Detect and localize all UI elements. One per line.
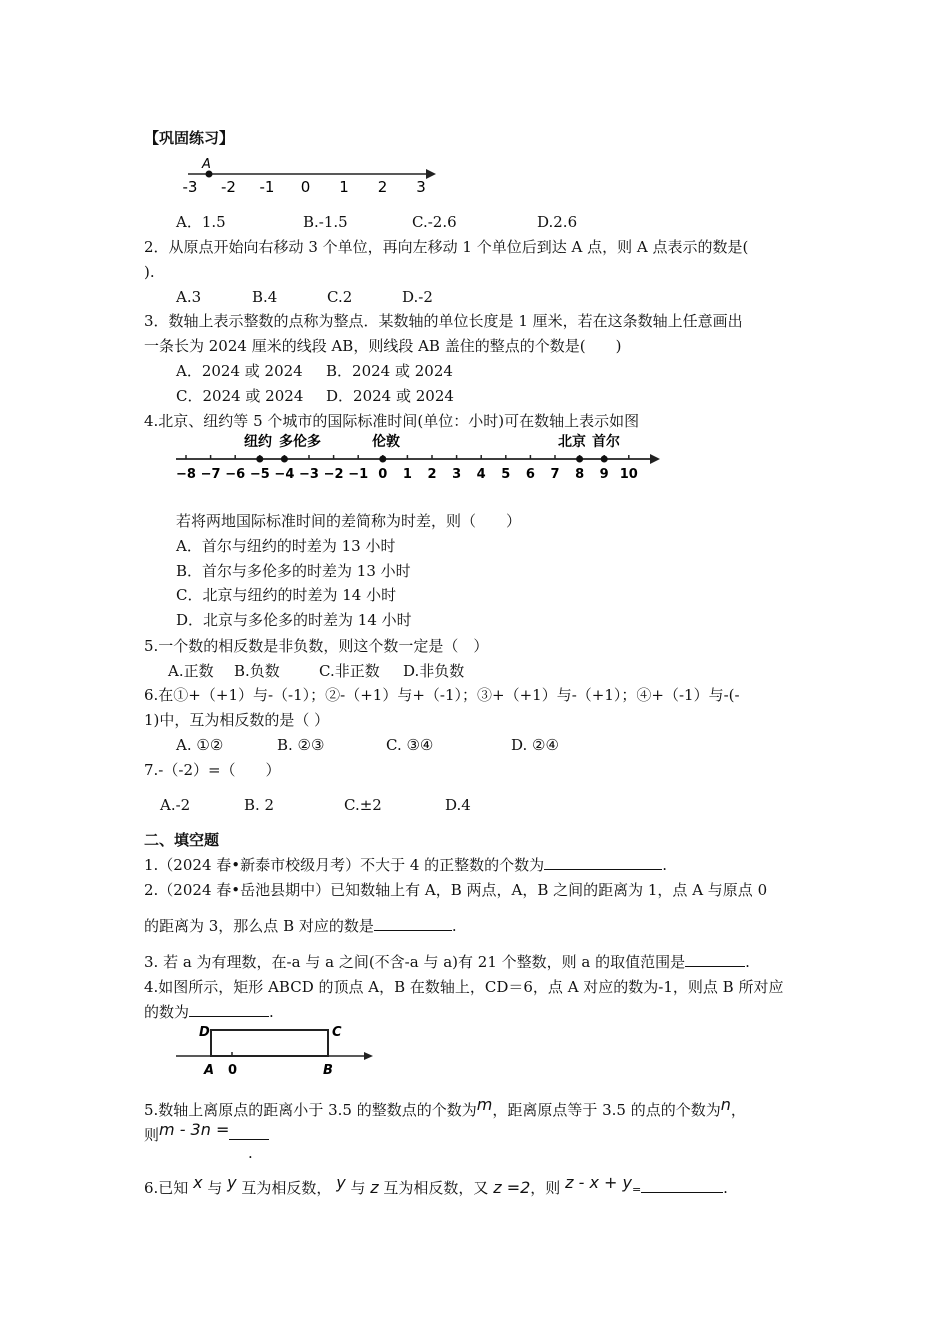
fill-2-end: . xyxy=(451,917,457,935)
time-zone-number-line xyxy=(172,432,664,484)
tick-label: −7 xyxy=(200,467,221,482)
tick-label: 1 xyxy=(339,178,349,196)
fill-4-text-line1: 4.如图所示，矩形 ABCD 的顶点 A，B 在数轴上，CD＝6，点 A 对应的数为-1，则点 B 所对应 xyxy=(144,978,784,996)
q4-text: 4.北京、纽约等 5 个城市的国际标准时间(单位：小时)可在数轴上表示如图 xyxy=(144,412,640,430)
tick-label: 2 xyxy=(377,178,388,196)
q5-option-a: A.正数 xyxy=(168,662,214,680)
fill-4-answer-blank[interactable] xyxy=(189,1002,269,1017)
q5-option-d: D.非负数 xyxy=(403,662,465,680)
q6-option-a: A. ①② xyxy=(176,736,224,754)
q6-option-d: D. ②④ xyxy=(511,736,559,754)
fill-5-line1 xyxy=(144,1095,746,1120)
fill-5-line2 xyxy=(144,1120,269,1145)
fill-5-comma: ， xyxy=(730,1101,746,1119)
q7-option-c: C.±2 xyxy=(344,796,382,814)
origin-label: 0 xyxy=(228,1063,238,1078)
q4-option-a: A．首尔与纽约的时差为 13 小时 xyxy=(176,537,396,555)
fill-6-text-f: ，则 xyxy=(530,1179,561,1197)
tick-label: 0 xyxy=(378,467,388,482)
q3-text-line1: 3．数轴上表示整数的点称为整点．某数轴的单位长度是 1 厘米，若在这条数轴上任意画出 xyxy=(144,312,743,330)
fill-6-var-y: y xyxy=(227,1173,237,1192)
point-a-label: A xyxy=(202,157,211,172)
q6-text-line2: 1)中，互为相反数的是（ ） xyxy=(144,711,330,729)
fill-4-end: . xyxy=(269,1003,274,1021)
q4-prompt: 若将两地国际标准时间的差简称为时差，则（ ） xyxy=(176,512,522,530)
fill-3-end: . xyxy=(745,953,750,971)
number-line-figure-1 xyxy=(180,156,440,200)
tick-label: 9 xyxy=(599,467,609,482)
q7-option-d: D.4 xyxy=(445,796,471,814)
vertex-b-label: B xyxy=(323,1063,333,1078)
tick-label: 5 xyxy=(501,467,511,482)
tick-label: 3 xyxy=(452,467,462,482)
tick-label: −8 xyxy=(176,467,196,482)
q7-text: 7.-（-2）=（ ） xyxy=(144,761,281,779)
fill-6-text-b: 与 xyxy=(207,1179,223,1197)
tick-label: −6 xyxy=(225,467,246,482)
q4-option-b: B．首尔与多伦多的时差为 13 小时 xyxy=(176,562,411,580)
fill-5-answer-blank[interactable] xyxy=(229,1125,269,1140)
q5-text: 5.一个数的相反数是非负数，则这个数一定是（ ） xyxy=(144,637,489,655)
fill-5-var-m: m xyxy=(476,1095,493,1114)
q1-option-a: A．1.5 xyxy=(176,213,226,231)
city-label-toronto: 多伦多 xyxy=(279,434,321,450)
tick-label: 3 xyxy=(416,178,426,196)
fill-6-text-c: 互为相反数， xyxy=(241,1179,332,1197)
vertex-a-label: A xyxy=(204,1063,215,1078)
q4-option-c: C．北京与纽约的时差为 14 小时 xyxy=(176,586,397,604)
axis-arrow xyxy=(426,169,436,179)
q2-option-b: B.4 xyxy=(252,288,278,306)
fill-6-text-d: 与 xyxy=(350,1179,366,1197)
fill-6-var-z: z xyxy=(370,1178,379,1197)
fill-6-condition: z =2 xyxy=(493,1178,531,1197)
q1-option-d: D.2.6 xyxy=(537,213,578,231)
tick-label: −3 xyxy=(299,467,319,482)
fill-2-text-line1: 2.（2024 春•岳池县期中）已知数轴上有 A，B 两点，A，B 之间的距离为 1，点 A 与原点 0 xyxy=(144,881,768,899)
city-label-beijing: 北京 xyxy=(558,434,586,450)
tick-group xyxy=(183,178,426,196)
tick-label: −1 xyxy=(348,467,369,482)
fill-5-text-b: ，距离原点等于 3.5 的点的个数为 xyxy=(492,1101,721,1119)
fill-6-equals: = xyxy=(631,1183,642,1196)
fill-6-var-x: x xyxy=(193,1173,203,1192)
q6-option-b: B. ②③ xyxy=(277,736,325,754)
fill-2-answer-blank[interactable] xyxy=(374,916,452,931)
fill-6 xyxy=(144,1173,728,1200)
q5-option-c: C.非正数 xyxy=(319,662,380,680)
fill-3-answer-blank[interactable] xyxy=(685,952,745,967)
tick-label: 8 xyxy=(575,467,585,482)
q2-text-line2: ). xyxy=(144,263,155,281)
fill-1-end: . xyxy=(662,856,667,874)
q2-option-a: A.3 xyxy=(176,288,202,306)
q1-option-b: B.-1.5 xyxy=(303,213,348,231)
fill-4-line2 xyxy=(144,1002,274,1022)
rectangle-abcd xyxy=(211,1030,328,1056)
tick-label: 4 xyxy=(476,467,486,482)
axis-arrow xyxy=(650,454,660,464)
q2-text-line1: 2．从原点开始向右移动 3 个单位，再向左移动 1 个单位后到达 A 点，则 A 点表示的数是( xyxy=(144,238,749,256)
fill-1 xyxy=(144,855,667,875)
rectangle-number-line-figure xyxy=(172,1020,382,1078)
city-dot-beijing xyxy=(576,456,583,463)
tick-label: 0 xyxy=(300,178,311,196)
fill-5-text-a: 5.数轴上离原点的距离小于 3.5 的整数点的个数为 xyxy=(144,1101,477,1119)
city-dot-toronto xyxy=(281,456,288,463)
fill-4-text-line2: 的数为 xyxy=(144,1003,190,1021)
fill-1-answer-blank[interactable] xyxy=(544,855,662,870)
fill-6-text-e: 互为相反数，又 xyxy=(383,1179,489,1197)
fill-6-end: . xyxy=(723,1179,728,1197)
city-label-london: 伦敦 xyxy=(372,434,400,450)
fill-6-answer-blank[interactable] xyxy=(641,1178,723,1193)
fill-6-expression: z - x + y xyxy=(565,1173,632,1192)
q2-option-c: C.2 xyxy=(327,288,353,306)
tick-label: -2 xyxy=(221,178,236,196)
fill-3 xyxy=(144,952,750,972)
city-label-newyork: 纽约 xyxy=(244,434,272,450)
q6-text-line1: 6.在①+（+1）与-（-1）；②-（+1）与+（-1）；③+（+1）与-（+1）；④+（-1）与-(- xyxy=(144,686,740,704)
fill-1-text: 1.（2024 春•新泰市校级月考）不大于 4 的正整数的个数为 xyxy=(144,856,545,874)
axis-arrow xyxy=(364,1052,373,1060)
q3-option-a: A．2024 或 2024 xyxy=(176,362,303,380)
fill-6-var-y2: y xyxy=(336,1173,346,1192)
tick-label: -3 xyxy=(182,178,198,196)
tick-label: 2 xyxy=(427,467,437,482)
city-dot-newyork xyxy=(256,456,263,463)
tick-label: −2 xyxy=(323,467,344,482)
q7-option-a: A.-2 xyxy=(160,796,191,814)
q3-option-b: B．2024 或 2024 xyxy=(326,362,453,380)
section-title-fill-blank: 二、填空题 xyxy=(144,831,220,849)
fill-5-var-n: n xyxy=(720,1095,731,1114)
q7-option-b: B. 2 xyxy=(244,796,275,814)
city-label-seoul: 首尔 xyxy=(592,434,620,450)
vertex-d-label: D xyxy=(199,1025,210,1040)
fill-5-expression: m - 3n = xyxy=(159,1120,230,1139)
tick-label: −4 xyxy=(274,467,295,482)
q6-option-c: C. ③④ xyxy=(386,736,434,754)
city-dot-seoul xyxy=(601,456,608,463)
fill-5-end: . xyxy=(248,1144,253,1162)
vertex-c-label: C xyxy=(332,1025,342,1040)
tick-label: 10 xyxy=(619,467,638,482)
q5-option-b: B.负数 xyxy=(234,662,280,680)
q3-option-c: C．2024 或 2024 xyxy=(176,387,304,405)
q2-option-d: D.-2 xyxy=(402,288,433,306)
fill-6-text-a: 6.已知 xyxy=(144,1179,189,1197)
fill-2-text-line2: 的距离为 3，那么点 B 对应的数是 xyxy=(144,917,374,935)
fill-3-text: 3. 若 a 为有理数，在-a 与 a 之间(不含-a 与 a)有 21 个整数，则 a 的取值范围是 xyxy=(144,953,686,971)
q1-option-c: C.-2.6 xyxy=(412,213,457,231)
tick-label: 7 xyxy=(550,467,560,482)
q4-option-d: D．北京与多伦多的时差为 14 小时 xyxy=(176,611,412,629)
tick-label: 1 xyxy=(402,467,412,482)
q3-option-d: D．2024 或 2024 xyxy=(326,387,454,405)
tick-label: 6 xyxy=(525,467,535,482)
q3-text-line2: 一条长为 2024 厘米的线段 AB，则线段 AB 盖住的整点的个数是( ) xyxy=(144,337,622,355)
fill-5-text-c: 则 xyxy=(144,1126,160,1144)
city-dot-london xyxy=(379,456,386,463)
tick-label: −5 xyxy=(249,467,270,482)
section-title-practice: 【巩固练习】 xyxy=(144,129,235,147)
fill-2-line2 xyxy=(144,916,457,936)
tick-label: -1 xyxy=(259,178,275,196)
